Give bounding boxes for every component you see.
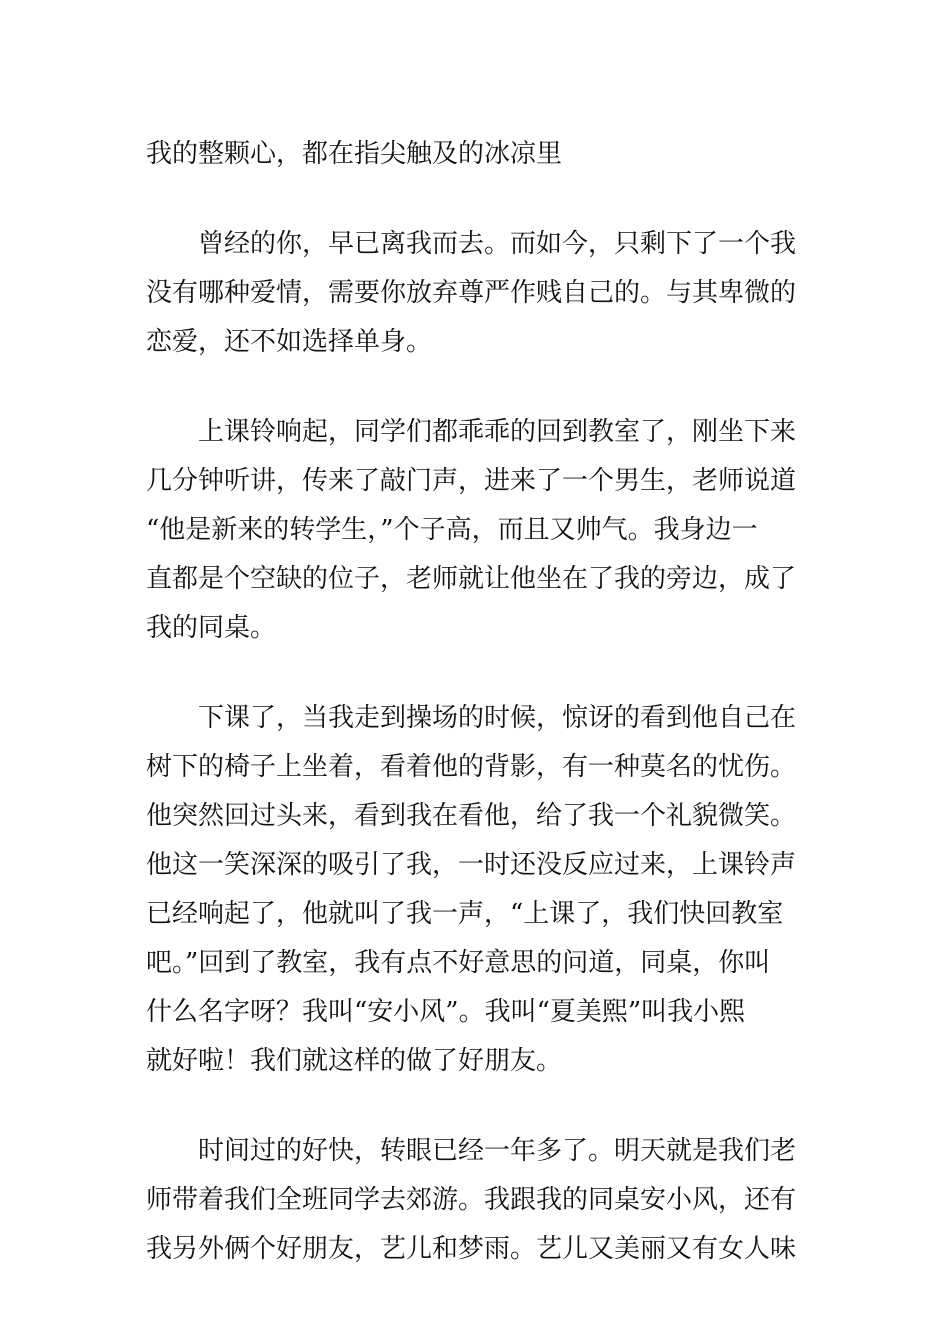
- text-line: 已经响起了，他就叫了我一声，“上课了，我们快回教室: [146, 899, 784, 929]
- text-line: 吧。”回到了教室，我有点不好意思的问道，同桌，你叫: [146, 948, 771, 978]
- text-line: 没有哪种爱情，需要你放弃尊严作贱自己的。与其卑微的: [146, 278, 797, 308]
- text-line: 我另外俩个好朋友，艺儿和梦雨。艺儿又美丽又有女人味: [146, 1234, 797, 1264]
- text-line: 恋爱，还不如选择单身。: [146, 327, 433, 357]
- paragraph-3: [146, 408, 810, 653]
- text-line: 就好啦！我们就这样的做了好朋友。: [146, 1046, 563, 1076]
- text-line: 师带着我们全班同学去郊游。我跟我的同桌安小风，还有: [146, 1185, 797, 1215]
- text-line: “他是新来的转学生，”个子高，而且又帅气。我身边一: [146, 515, 758, 545]
- paragraph-5: [146, 1127, 810, 1274]
- text-line: 上课铃响起，同学们都乖乖的回到教室了，刚坐下来: [146, 417, 797, 447]
- document-text: [146, 130, 810, 1274]
- text-line: 曾经的你，早已离我而去。而如今，只剩下了一个我: [146, 229, 797, 259]
- text-line: 树下的椅子上坐着，看着他的背影，有一种莫名的忧伤。: [146, 752, 797, 782]
- text-line: 我的整颗心，都在指尖触及的冰凉里: [146, 139, 563, 169]
- text-line: 他这一笑深深的吸引了我，一时还没反应过来，上课铃声: [146, 850, 797, 880]
- text-line: 时间过的好快，转眼已经一年多了。明天就是我们老: [146, 1136, 797, 1166]
- text-line: 什么名字呀？我叫“安小风”。我叫“夏美熙”叫我小熙: [146, 997, 746, 1027]
- text-line: 几分钟听讲，传来了敲门声，进来了一个男生，老师说道: [146, 466, 797, 496]
- paragraph-4: [146, 694, 810, 1086]
- paragraph-2: [146, 220, 810, 367]
- text-line: 下课了，当我走到操场的时候，惊讶的看到他自己在: [146, 703, 797, 733]
- text-line: 我的同桌。: [146, 613, 277, 643]
- text-line: 直都是个空缺的位子，老师就让他坐在了我的旁边，成了: [146, 564, 797, 594]
- text-line: 他突然回过头来，看到我在看他，给了我一个礼貌微笑。: [146, 801, 797, 831]
- paragraph-1: [146, 130, 810, 179]
